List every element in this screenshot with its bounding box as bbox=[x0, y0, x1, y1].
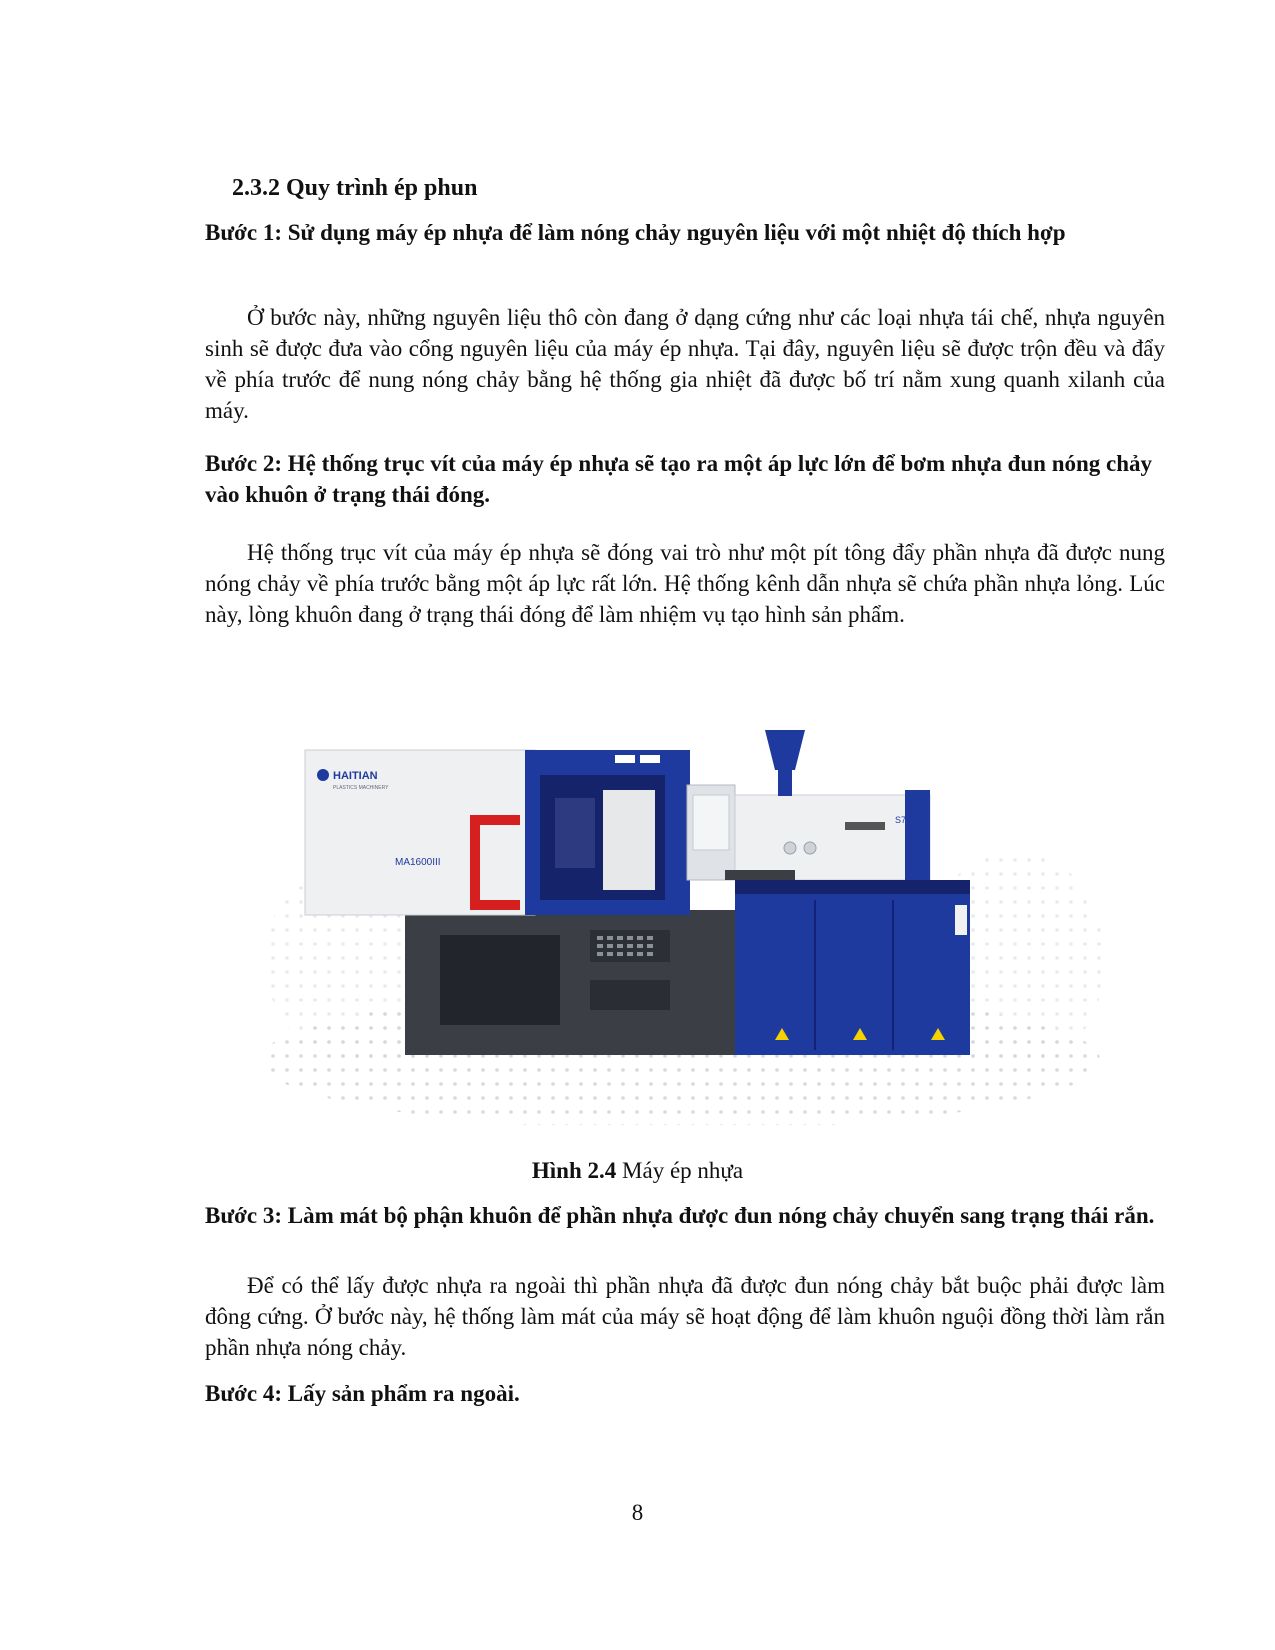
page-number: 8 bbox=[631, 1500, 644, 1525]
injection-unit bbox=[735, 795, 930, 880]
step-1-title: Bước 1: Sử dụng máy ép nhựa để làm nóng chảy nguyên liệu với một nhiệt độ thích hợp bbox=[205, 220, 1066, 245]
haitian-logo-icon bbox=[317, 769, 329, 781]
injection-machine-figure bbox=[255, 730, 1105, 1125]
figure-caption-text: Máy ép nhựa bbox=[616, 1158, 744, 1183]
hydraulic-cabinet bbox=[735, 880, 970, 1055]
injection-machine-illustration bbox=[255, 730, 1105, 1125]
figure-caption-label: Hình 2.4 bbox=[531, 1158, 617, 1183]
step-2-title: Bước 2: Hệ thống trục vít của máy ép nhựa sẽ tạo ra một áp lực lớn để bơm nhựa đun nóng chảy vào khuôn ở trạng thái đóng. bbox=[205, 451, 1153, 507]
model-label: MA1600III bbox=[395, 857, 441, 868]
brand-label: HAITIAN bbox=[333, 770, 378, 782]
brand-sub-label: PLASTICS MACHINERY bbox=[333, 785, 389, 791]
step-3-body: Để có thể lấy được nhựa ra ngoài thì phần nhựa đã được đun nóng chảy bắt buộc phải được làm đông cứng. Ở bước này, hệ thống làm mát của máy sẽ hoạt động để làm khuôn nguội đồng thời làm rắn phần nhựa nóng chảy. bbox=[205, 1273, 1165, 1360]
section-heading: 2.3.2 Quy trình ép phun bbox=[232, 175, 478, 201]
figure-caption bbox=[0, 1158, 1275, 1184]
step-4-title: Bước 4: Lấy sản phẩm ra ngoài. bbox=[205, 1381, 520, 1406]
step-1-body: Ở bước này, những nguyên liệu thô còn đang ở dạng cứng như các loại nhựa tái chế, nhựa nguyên sinh sẽ được đưa vào cổng nguyên liệu của máy ép nhựa. Tại đây, nguyên liệu sẽ được trộn đều và đẩy về phía trước để nung nóng chảy bằng hệ thống gia nhiệt đã được bố trí nằm xung quanh xilanh của máy. bbox=[205, 305, 1165, 423]
step-2-body: Hệ thống trục vít của máy ép nhựa sẽ đóng vai trò như một pít tông đẩy phần nhựa đã được nung nóng chảy về phía trước bằng một áp lực rất lớn. Hệ thống kênh dẫn nhựa sẽ chứa phần nhựa lỏng. Lúc này, lòng khuôn đang ở trạng thái đóng để làm nhiệm vụ tạo hình sản phẩm. bbox=[205, 540, 1165, 627]
unit-tag-label: S70 bbox=[895, 815, 912, 825]
step-3-title: Bước 3: Làm mát bộ phận khuôn để phần nhựa được đun nóng chảy chuyển sang trạng thái rắn. bbox=[205, 1203, 1155, 1228]
